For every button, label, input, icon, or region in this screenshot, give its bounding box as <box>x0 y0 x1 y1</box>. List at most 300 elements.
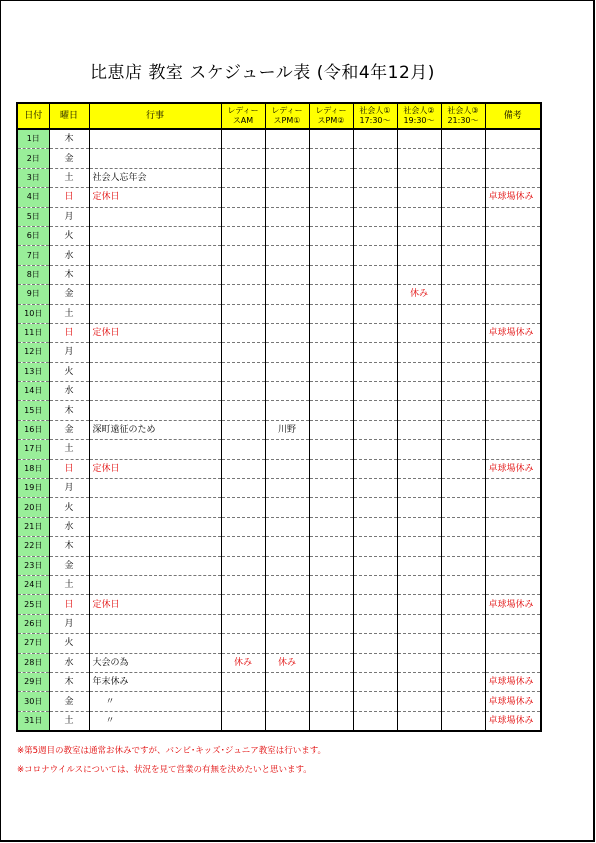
adult-2-cell <box>397 672 441 691</box>
ladies-pm2-cell <box>309 207 353 226</box>
date-cell: 16日 <box>17 420 49 439</box>
ladies-pm1-cell <box>265 207 309 226</box>
table-row <box>17 401 541 420</box>
event-cell <box>89 362 221 381</box>
remarks-cell <box>485 343 541 362</box>
weekday-cell: 土 <box>49 575 89 594</box>
event-cell <box>89 440 221 459</box>
ladies-pm1-cell <box>265 285 309 304</box>
adult-3-cell <box>441 207 485 226</box>
header-adult-2: 社会人② 19:30～ <box>397 103 441 129</box>
adult-3-cell <box>441 459 485 478</box>
ladies-am-cell <box>221 382 265 401</box>
ladies-pm2-cell <box>309 672 353 691</box>
date-cell: 4日 <box>17 188 49 207</box>
event-cell <box>89 575 221 594</box>
ladies-pm2-cell <box>309 537 353 556</box>
ladies-pm2-cell <box>309 517 353 536</box>
ladies-pm2-cell <box>309 285 353 304</box>
ladies-pm1-cell <box>265 304 309 323</box>
adult-2-cell <box>397 420 441 439</box>
adult-1-cell <box>353 634 397 653</box>
adult-1-cell <box>353 440 397 459</box>
ladies-am-cell <box>221 207 265 226</box>
adult-3-cell <box>441 420 485 439</box>
notes <box>17 742 326 780</box>
adult-1-cell <box>353 401 397 420</box>
adult-2-cell <box>397 304 441 323</box>
ladies-am-cell <box>221 285 265 304</box>
ladies-am-cell <box>221 498 265 517</box>
table-row <box>17 304 541 323</box>
date-cell: 22日 <box>17 537 49 556</box>
date-cell: 14日 <box>17 382 49 401</box>
adult-2-cell <box>397 711 441 731</box>
adult-2-cell <box>397 653 441 672</box>
weekday-cell: 木 <box>49 537 89 556</box>
adult-1-cell <box>353 188 397 207</box>
ladies-pm2-cell <box>309 304 353 323</box>
adult-3-cell <box>441 595 485 614</box>
ladies-am-cell <box>221 459 265 478</box>
ladies-pm1-cell <box>265 575 309 594</box>
weekday-cell: 木 <box>49 129 89 149</box>
weekday-cell: 月 <box>49 614 89 633</box>
adult-2-cell <box>397 343 441 362</box>
adult-2-cell <box>397 498 441 517</box>
ladies-pm1-cell <box>265 634 309 653</box>
date-cell: 10日 <box>17 304 49 323</box>
date-cell: 19日 <box>17 479 49 498</box>
header-ladies-pm2: レディー スPM② <box>309 103 353 129</box>
table-row <box>17 343 541 362</box>
adult-1-cell <box>353 226 397 245</box>
table-row <box>17 362 541 381</box>
remarks-cell <box>485 246 541 265</box>
adult-1-cell <box>353 323 397 342</box>
note-corona: ※コロナウイルスについては、状況を見て営業の有無を決めたいと思います。 <box>17 765 312 775</box>
table-row <box>17 226 541 245</box>
adult-1-cell <box>353 672 397 691</box>
date-cell: 15日 <box>17 401 49 420</box>
remarks-cell <box>485 653 541 672</box>
adult-1-cell <box>353 168 397 187</box>
weekday-cell: 金 <box>49 285 89 304</box>
adult-2-cell <box>397 168 441 187</box>
weekday-cell: 月 <box>49 479 89 498</box>
adult-3-cell <box>441 479 485 498</box>
ladies-pm2-cell <box>309 459 353 478</box>
date-cell: 26日 <box>17 614 49 633</box>
date-cell: 30日 <box>17 692 49 711</box>
ladies-pm1-cell <box>265 479 309 498</box>
adult-3-cell <box>441 556 485 575</box>
adult-3-cell <box>441 440 485 459</box>
weekday-cell: 火 <box>49 362 89 381</box>
ladies-pm2-cell <box>309 420 353 439</box>
ladies-am-cell <box>221 420 265 439</box>
remarks-cell <box>485 517 541 536</box>
remarks-cell <box>485 207 541 226</box>
adult-2-cell <box>397 188 441 207</box>
weekday-cell: 金 <box>49 692 89 711</box>
remarks-cell: 卓球場休み <box>485 711 541 731</box>
weekday-cell: 水 <box>49 517 89 536</box>
table-row <box>17 595 541 614</box>
event-cell <box>89 517 221 536</box>
event-cell <box>89 265 221 284</box>
table-row <box>17 265 541 284</box>
table-row <box>17 149 541 168</box>
remarks-cell <box>485 362 541 381</box>
date-cell: 24日 <box>17 575 49 594</box>
remarks-cell <box>485 304 541 323</box>
ladies-pm2-cell <box>309 362 353 381</box>
remarks-cell: 卓球場休み <box>485 188 541 207</box>
event-cell: 〃 <box>89 711 221 731</box>
adult-1-cell <box>353 285 397 304</box>
adult-3-cell <box>441 672 485 691</box>
ladies-pm2-cell <box>309 575 353 594</box>
event-cell <box>89 149 221 168</box>
table-row <box>17 129 541 149</box>
ladies-pm1-cell <box>265 537 309 556</box>
table-row <box>17 575 541 594</box>
adult-3-cell <box>441 711 485 731</box>
remarks-cell <box>485 401 541 420</box>
header-event: 行事 <box>89 103 221 129</box>
ladies-pm1-cell <box>265 614 309 633</box>
table-row <box>17 440 541 459</box>
ladies-pm2-cell <box>309 343 353 362</box>
weekday-cell: 火 <box>49 226 89 245</box>
weekday-cell: 木 <box>49 401 89 420</box>
table-row <box>17 692 541 711</box>
table-row <box>17 420 541 439</box>
weekday-cell: 土 <box>49 168 89 187</box>
event-cell <box>89 479 221 498</box>
ladies-pm1-cell <box>265 382 309 401</box>
ladies-pm2-cell <box>309 711 353 731</box>
ladies-pm2-cell <box>309 149 353 168</box>
adult-3-cell <box>441 129 485 149</box>
adult-2-cell <box>397 575 441 594</box>
table-row <box>17 556 541 575</box>
event-cell: 定休日 <box>89 595 221 614</box>
ladies-pm2-cell <box>309 595 353 614</box>
ladies-pm1-cell <box>265 459 309 478</box>
ladies-am-cell <box>221 672 265 691</box>
event-cell <box>89 537 221 556</box>
remarks-cell <box>485 634 541 653</box>
adult-1-cell <box>353 304 397 323</box>
weekday-cell: 水 <box>49 246 89 265</box>
date-cell: 29日 <box>17 672 49 691</box>
adult-2-cell <box>397 595 441 614</box>
event-cell <box>89 634 221 653</box>
weekday-cell: 日 <box>49 323 89 342</box>
remarks-cell <box>485 614 541 633</box>
ladies-am-cell <box>221 537 265 556</box>
weekday-cell: 水 <box>49 382 89 401</box>
date-cell: 27日 <box>17 634 49 653</box>
ladies-pm1-cell <box>265 129 309 149</box>
adult-3-cell <box>441 401 485 420</box>
adult-2-cell <box>397 401 441 420</box>
adult-2-cell <box>397 323 441 342</box>
weekday-cell: 木 <box>49 672 89 691</box>
adult-3-cell <box>441 614 485 633</box>
adult-1-cell <box>353 692 397 711</box>
weekday-cell: 土 <box>49 440 89 459</box>
header-ladies-am: レディー スAM <box>221 103 265 129</box>
ladies-pm1-cell <box>265 672 309 691</box>
ladies-am-cell <box>221 595 265 614</box>
table-row <box>17 653 541 672</box>
adult-1-cell <box>353 149 397 168</box>
ladies-am-cell <box>221 129 265 149</box>
adult-1-cell <box>353 711 397 731</box>
ladies-am-cell <box>221 188 265 207</box>
date-cell: 7日 <box>17 246 49 265</box>
adult-2-cell <box>397 362 441 381</box>
weekday-cell: 日 <box>49 188 89 207</box>
date-cell: 18日 <box>17 459 49 478</box>
event-cell: 社会人忘年会 <box>89 168 221 187</box>
ladies-pm1-cell: 川野 <box>265 420 309 439</box>
weekday-cell: 火 <box>49 498 89 517</box>
adult-1-cell <box>353 575 397 594</box>
adult-2-cell <box>397 149 441 168</box>
weekday-cell: 火 <box>49 634 89 653</box>
event-cell <box>89 207 221 226</box>
event-cell <box>89 382 221 401</box>
adult-1-cell <box>353 362 397 381</box>
adult-3-cell <box>441 246 485 265</box>
weekday-cell: 日 <box>49 459 89 478</box>
ladies-pm1-cell <box>265 246 309 265</box>
ladies-pm1-cell <box>265 440 309 459</box>
remarks-cell <box>485 537 541 556</box>
date-cell: 11日 <box>17 323 49 342</box>
ladies-am-cell <box>221 711 265 731</box>
adult-2-cell <box>397 479 441 498</box>
ladies-pm1-cell <box>265 343 309 362</box>
adult-2-cell: 休み <box>397 285 441 304</box>
remarks-cell <box>485 285 541 304</box>
ladies-pm1-cell <box>265 362 309 381</box>
date-cell: 31日 <box>17 711 49 731</box>
adult-1-cell <box>353 614 397 633</box>
adult-3-cell <box>441 323 485 342</box>
event-cell: 〃 <box>89 692 221 711</box>
table-row <box>17 168 541 187</box>
ladies-pm2-cell <box>309 479 353 498</box>
adult-2-cell <box>397 207 441 226</box>
event-cell <box>89 285 221 304</box>
ladies-am-cell <box>221 265 265 284</box>
event-cell: 定休日 <box>89 459 221 478</box>
ladies-am-cell <box>221 692 265 711</box>
adult-3-cell <box>441 575 485 594</box>
adult-2-cell <box>397 692 441 711</box>
table-row <box>17 207 541 226</box>
schedule-table <box>16 102 542 732</box>
ladies-am-cell <box>221 401 265 420</box>
adult-3-cell <box>441 362 485 381</box>
adult-3-cell <box>441 634 485 653</box>
date-cell: 20日 <box>17 498 49 517</box>
ladies-am-cell: 休み <box>221 653 265 672</box>
header-remarks: 備考 <box>485 103 541 129</box>
remarks-cell: 卓球場休み <box>485 672 541 691</box>
weekday-cell: 土 <box>49 711 89 731</box>
table-row <box>17 479 541 498</box>
weekday-cell: 土 <box>49 304 89 323</box>
adult-2-cell <box>397 614 441 633</box>
ladies-pm2-cell <box>309 188 353 207</box>
table-row <box>17 517 541 536</box>
date-cell: 1日 <box>17 129 49 149</box>
ladies-pm2-cell <box>309 614 353 633</box>
ladies-pm1-cell <box>265 149 309 168</box>
table-row <box>17 246 541 265</box>
adult-1-cell <box>353 498 397 517</box>
ladies-pm2-cell <box>309 440 353 459</box>
remarks-cell <box>485 265 541 284</box>
ladies-pm2-cell <box>309 401 353 420</box>
adult-2-cell <box>397 129 441 149</box>
date-cell: 21日 <box>17 517 49 536</box>
weekday-cell: 日 <box>49 595 89 614</box>
adult-1-cell <box>353 420 397 439</box>
remarks-cell <box>485 556 541 575</box>
ladies-am-cell <box>221 323 265 342</box>
ladies-am-cell <box>221 440 265 459</box>
ladies-am-cell <box>221 246 265 265</box>
table-row <box>17 537 541 556</box>
event-cell <box>89 343 221 362</box>
ladies-pm1-cell <box>265 401 309 420</box>
ladies-pm1-cell <box>265 498 309 517</box>
adult-2-cell <box>397 440 441 459</box>
ladies-pm2-cell <box>309 246 353 265</box>
date-cell: 2日 <box>17 149 49 168</box>
ladies-pm1-cell <box>265 323 309 342</box>
table-row <box>17 672 541 691</box>
ladies-pm2-cell <box>309 323 353 342</box>
adult-2-cell <box>397 537 441 556</box>
remarks-cell <box>485 168 541 187</box>
remarks-cell: 卓球場休み <box>485 459 541 478</box>
date-cell: 17日 <box>17 440 49 459</box>
ladies-am-cell <box>221 634 265 653</box>
ladies-pm1-cell <box>265 168 309 187</box>
table-row <box>17 323 541 342</box>
adult-2-cell <box>397 634 441 653</box>
adult-2-cell <box>397 459 441 478</box>
ladies-pm2-cell <box>309 226 353 245</box>
event-cell <box>89 246 221 265</box>
date-cell: 25日 <box>17 595 49 614</box>
ladies-am-cell <box>221 575 265 594</box>
date-cell: 13日 <box>17 362 49 381</box>
note-fifth-week: ※第5週目の教室は通常お休みですが、バンビ･キッズ･ジュニア教室は行います。 <box>17 746 327 756</box>
ladies-pm1-cell <box>265 188 309 207</box>
ladies-pm2-cell <box>309 265 353 284</box>
ladies-am-cell <box>221 304 265 323</box>
adult-1-cell <box>353 382 397 401</box>
ladies-pm1-cell <box>265 711 309 731</box>
adult-3-cell <box>441 226 485 245</box>
ladies-pm1-cell: 休み <box>265 653 309 672</box>
header-adult-3: 社会人③ 21:30～ <box>441 103 485 129</box>
adult-3-cell <box>441 517 485 536</box>
remarks-cell: 卓球場休み <box>485 595 541 614</box>
event-cell <box>89 401 221 420</box>
adult-3-cell <box>441 149 485 168</box>
adult-1-cell <box>353 459 397 478</box>
ladies-am-cell <box>221 479 265 498</box>
weekday-cell: 月 <box>49 343 89 362</box>
ladies-pm1-cell <box>265 692 309 711</box>
adult-1-cell <box>353 653 397 672</box>
header-dow: 曜日 <box>49 103 89 129</box>
weekday-cell: 金 <box>49 556 89 575</box>
ladies-am-cell <box>221 168 265 187</box>
remarks-cell: 卓球場休み <box>485 692 541 711</box>
adult-1-cell <box>353 556 397 575</box>
event-cell: 定休日 <box>89 188 221 207</box>
ladies-pm2-cell <box>309 634 353 653</box>
adult-2-cell <box>397 382 441 401</box>
table-row <box>17 634 541 653</box>
ladies-pm2-cell <box>309 556 353 575</box>
adult-1-cell <box>353 343 397 362</box>
date-cell: 3日 <box>17 168 49 187</box>
table-row <box>17 614 541 633</box>
date-cell: 6日 <box>17 226 49 245</box>
ladies-pm2-cell <box>309 692 353 711</box>
table-row <box>17 285 541 304</box>
adult-1-cell <box>353 265 397 284</box>
adult-2-cell <box>397 226 441 245</box>
adult-2-cell <box>397 265 441 284</box>
table-row <box>17 459 541 478</box>
remarks-cell <box>485 575 541 594</box>
ladies-pm2-cell <box>309 498 353 517</box>
table-row <box>17 498 541 517</box>
adult-3-cell <box>441 304 485 323</box>
remarks-cell <box>485 440 541 459</box>
event-cell <box>89 498 221 517</box>
header-adult-1: 社会人① 17:30～ <box>353 103 397 129</box>
ladies-am-cell <box>221 614 265 633</box>
ladies-pm1-cell <box>265 595 309 614</box>
date-cell: 23日 <box>17 556 49 575</box>
adult-2-cell <box>397 517 441 536</box>
event-cell <box>89 129 221 149</box>
ladies-am-cell <box>221 362 265 381</box>
remarks-cell <box>485 226 541 245</box>
adult-3-cell <box>441 285 485 304</box>
adult-3-cell <box>441 382 485 401</box>
ladies-pm1-cell <box>265 517 309 536</box>
weekday-cell: 月 <box>49 207 89 226</box>
adult-3-cell <box>441 653 485 672</box>
adult-3-cell <box>441 498 485 517</box>
date-cell: 12日 <box>17 343 49 362</box>
